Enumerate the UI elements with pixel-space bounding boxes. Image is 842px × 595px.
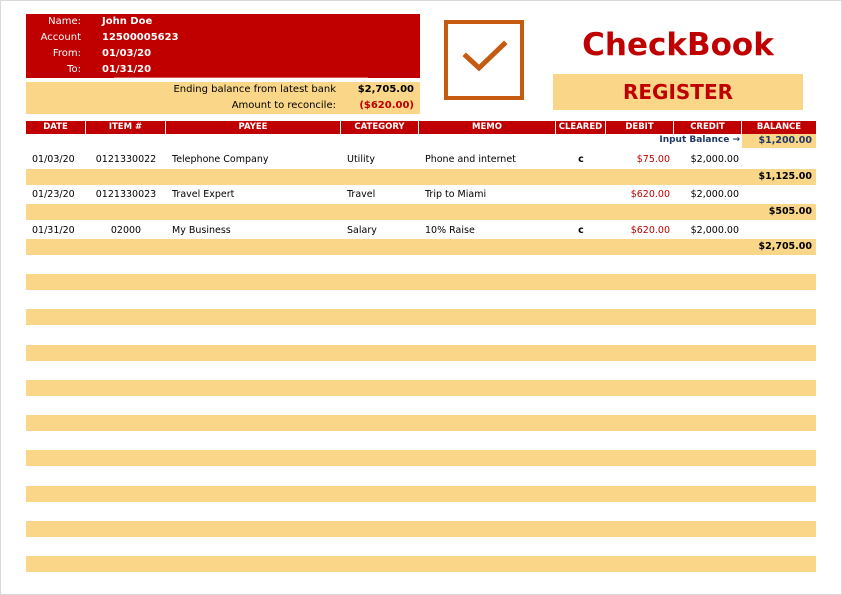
to-label: To:: [67, 64, 81, 75]
header-credit: CREDIT: [674, 121, 742, 134]
empty-band: [26, 274, 816, 290]
cell-balance: $505.00: [768, 206, 812, 217]
cell-category[interactable]: Utility: [347, 154, 375, 165]
cell-credit[interactable]: $2,000.00: [690, 154, 739, 165]
name-value[interactable]: John Doe: [102, 16, 153, 27]
cell-debit[interactable]: $620.00: [630, 225, 670, 236]
to-value[interactable]: 01/31/20: [102, 64, 152, 75]
reconcile-panel: [26, 82, 420, 114]
cell-balance: $2,705.00: [758, 241, 812, 252]
cell-memo[interactable]: 10% Raise: [425, 225, 475, 236]
table-row[interactable]: [26, 153, 816, 167]
cell-date[interactable]: 01/23/20: [32, 189, 75, 200]
ending-balance-value[interactable]: $2,705.00: [357, 84, 414, 95]
account-value[interactable]: 12500005623: [102, 32, 179, 43]
info-row-from: [26, 46, 420, 62]
header-item: ITEM #: [86, 121, 166, 134]
balance-band: [26, 204, 816, 220]
cell-credit[interactable]: $2,000.00: [690, 189, 739, 200]
ending-balance-row: [26, 82, 420, 98]
reconcile-amount-row: [26, 98, 420, 114]
cell-category[interactable]: Travel: [347, 189, 376, 200]
header-cleared: CLEARED: [556, 121, 606, 134]
empty-band: [26, 415, 816, 431]
info-row-name: [26, 14, 420, 30]
cell-cleared[interactable]: c: [578, 225, 584, 236]
cell-balance: $1,125.00: [758, 171, 812, 182]
subtitle-banner: [553, 74, 803, 110]
cell-item[interactable]: 02000: [110, 225, 142, 236]
header-balance: BALANCE: [756, 122, 802, 132]
info-underline: [114, 77, 368, 78]
cell-item[interactable]: 0121330022: [95, 154, 157, 165]
cell-date[interactable]: 01/03/20: [32, 154, 75, 165]
cell-item[interactable]: 0121330023: [95, 189, 157, 200]
balance-band: [26, 169, 816, 185]
table-header: [26, 121, 816, 134]
cell-category[interactable]: Salary: [347, 225, 377, 236]
app-subtitle: REGISTER: [622, 80, 734, 104]
empty-band: [26, 521, 816, 537]
empty-band: [26, 556, 816, 572]
empty-band: [26, 450, 816, 466]
reconcile-amount-label: Amount to reconcile:: [231, 100, 336, 111]
balance-band: [26, 239, 816, 255]
header-memo: MEMO: [419, 121, 556, 134]
header-date: DATE: [26, 121, 86, 134]
cell-debit[interactable]: $75.00: [636, 154, 670, 165]
header-category: CATEGORY: [341, 121, 419, 134]
ending-balance-label: Ending balance from latest bank: [173, 84, 336, 95]
account-info-panel: [26, 14, 420, 78]
input-balance-value[interactable]: $1,200.00: [742, 134, 816, 148]
cell-payee[interactable]: Travel Expert: [172, 189, 235, 200]
from-label: From:: [52, 48, 81, 59]
reconcile-amount-value: ($620.00): [359, 100, 414, 111]
app-title: CheckBook: [582, 27, 774, 63]
account-label: Account: [40, 32, 81, 43]
checkmark-box-icon: [444, 20, 524, 100]
table-row[interactable]: [26, 224, 816, 238]
info-row-account: [26, 30, 420, 46]
cell-credit[interactable]: $2,000.00: [690, 225, 739, 236]
header-debit: DEBIT: [606, 121, 674, 134]
cell-cleared[interactable]: c: [578, 154, 584, 165]
from-value[interactable]: 01/03/20: [102, 48, 152, 59]
empty-band: [26, 309, 816, 325]
cell-date[interactable]: 01/31/20: [32, 225, 75, 236]
name-label: Name:: [48, 16, 81, 27]
cell-payee[interactable]: My Business: [172, 225, 231, 236]
header-payee: PAYEE: [166, 121, 341, 134]
input-balance-label: Input Balance →: [659, 135, 740, 145]
checkmark-icon: [462, 40, 508, 74]
cell-memo[interactable]: Phone and internet: [425, 154, 516, 165]
empty-band: [26, 380, 816, 396]
cell-payee[interactable]: Telephone Company: [172, 154, 269, 165]
empty-band: [26, 345, 816, 361]
info-row-to: [26, 62, 420, 78]
cell-debit[interactable]: $620.00: [630, 189, 670, 200]
cell-memo[interactable]: Trip to Miami: [425, 189, 487, 200]
empty-band: [26, 486, 816, 502]
table-row[interactable]: [26, 188, 816, 202]
